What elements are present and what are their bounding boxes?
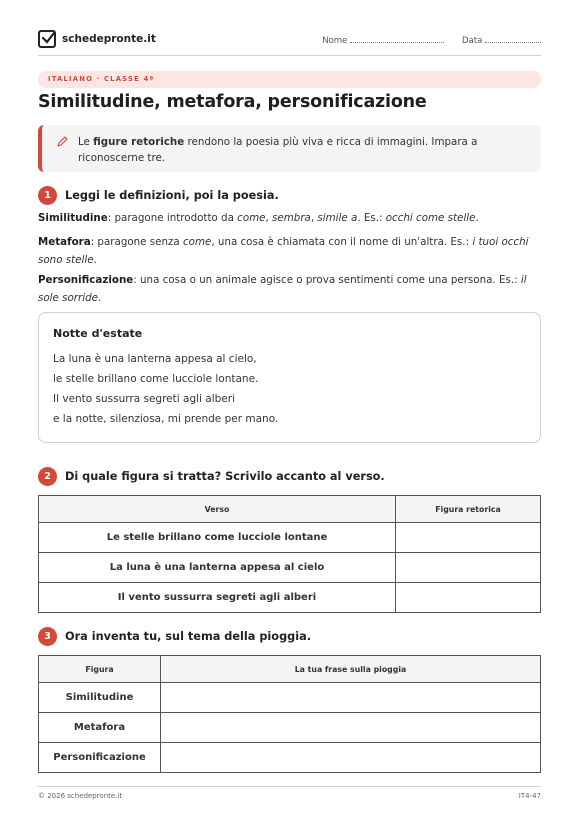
definition-personificazione (38, 272, 541, 307)
verse-cell: Le stelle brillano come lucciole lontane (39, 523, 396, 553)
name-label: Nome (322, 36, 348, 46)
date-field[interactable] (462, 35, 541, 46)
section-3-heading (38, 627, 311, 646)
poem-line: le stelle brillano come lucciole lontane. (53, 373, 259, 385)
definition-similitudine (38, 210, 541, 228)
intro-text-pre: Le (78, 136, 94, 148)
page-header (38, 30, 541, 56)
logo-text: schedepronte.it (62, 33, 156, 45)
subject-tag: ITALIANO · CLASSE 4ª (38, 71, 541, 88)
separator: , (265, 212, 273, 224)
poem-line: e la notte, silenziosa, mi prende per mano. (53, 413, 279, 425)
table-header-row (39, 496, 541, 523)
keyword: come (183, 236, 212, 248)
copyright: © 2026 schedepronte.it (38, 792, 123, 800)
answer-cell[interactable] (396, 523, 541, 553)
table-row (39, 553, 541, 583)
definition-text: . Es.: (357, 212, 386, 224)
pencil-icon (57, 136, 68, 152)
section-heading-text: Ora inventa tu, sul tema della pioggia. (65, 630, 312, 643)
table-row (39, 713, 541, 743)
section-2-heading (38, 467, 385, 486)
figure-cell: Metafora (39, 713, 161, 743)
sentence-cell[interactable] (161, 713, 541, 743)
column-header-verse: Verso (39, 496, 396, 523)
example: occhi come stelle (385, 212, 476, 224)
verse-cell: La luna è una lanterna appesa al cielo (39, 553, 396, 583)
column-header-sentence: La tua frase sulla pioggia (161, 656, 541, 683)
section-number: 2 (38, 467, 57, 486)
invent-sentences-table (38, 655, 541, 773)
intro-bold: figure retoriche (93, 136, 185, 148)
intro-text-post: rendono la poesia più viva e ricca di immagini. Impara a riconoscerne tre. (78, 136, 478, 164)
example: il sole sorride (38, 274, 527, 304)
separator: , (310, 212, 318, 224)
punctuation: . (93, 253, 97, 266)
name-field[interactable] (322, 35, 444, 46)
definition-term: Similitudine (38, 212, 108, 224)
table-row (39, 583, 541, 613)
punctuation: . (475, 212, 479, 224)
table-row (39, 523, 541, 553)
figure-identification-table (38, 495, 541, 613)
poem-box (38, 312, 541, 443)
column-header-figure: Figura (39, 656, 161, 683)
intro-callout (38, 125, 541, 172)
figure-cell: Similitudine (39, 683, 161, 713)
page-footer (38, 786, 541, 800)
definition-text: : una cosa o un animale agisce o prova sentimenti come una persona. Es.: (133, 274, 521, 286)
keyword: simile a (317, 212, 358, 224)
page-title: Similitudine, metafora, personificazione (38, 92, 427, 112)
table-header-row (39, 656, 541, 683)
answer-cell[interactable] (396, 553, 541, 583)
punctuation: . (98, 291, 102, 304)
sentence-cell[interactable] (161, 683, 541, 713)
section-number: 3 (38, 627, 57, 646)
worksheet-code: IT4-47 (518, 792, 541, 800)
answer-cell[interactable] (396, 583, 541, 613)
definition-text: : paragone introdotto da (107, 212, 238, 224)
poem-line: Il vento sussurra segreti agli alberi (53, 393, 235, 405)
definition-metafora (38, 234, 541, 269)
keyword: come (237, 212, 266, 224)
poem-line: La luna è una lanterna appesa al cielo, (53, 353, 257, 365)
definition-text: , una cosa è chiamata con il nome di un'altra. Es.: (211, 236, 473, 248)
column-header-figure: Figura retorica (396, 496, 541, 523)
definition-term: Metafora (38, 236, 91, 248)
table-row (39, 743, 541, 773)
keyword: sembra (272, 212, 311, 224)
verse-cell: Il vento sussurra segreti agli alberi (39, 583, 396, 613)
section-number: 1 (38, 186, 57, 205)
section-heading-text: Di quale figura si tratta? Scrivilo accanto al verso. (65, 470, 385, 483)
poem-title: Notte d'estate (53, 327, 143, 340)
sentence-cell[interactable] (161, 743, 541, 773)
section-1-heading (38, 186, 279, 205)
section-heading-text: Leggi le definizioni, poi la poesia. (65, 189, 279, 202)
checkbox-logo-icon (38, 30, 56, 48)
table-row (39, 683, 541, 713)
date-label: Data (462, 36, 483, 46)
student-fields (322, 35, 541, 46)
logo (38, 30, 156, 48)
definition-text: : paragone senza (90, 236, 184, 248)
figure-cell: Personificazione (39, 743, 161, 773)
definition-term: Personificazione (38, 274, 134, 286)
example: i tuoi occhi sono stelle (38, 236, 529, 266)
